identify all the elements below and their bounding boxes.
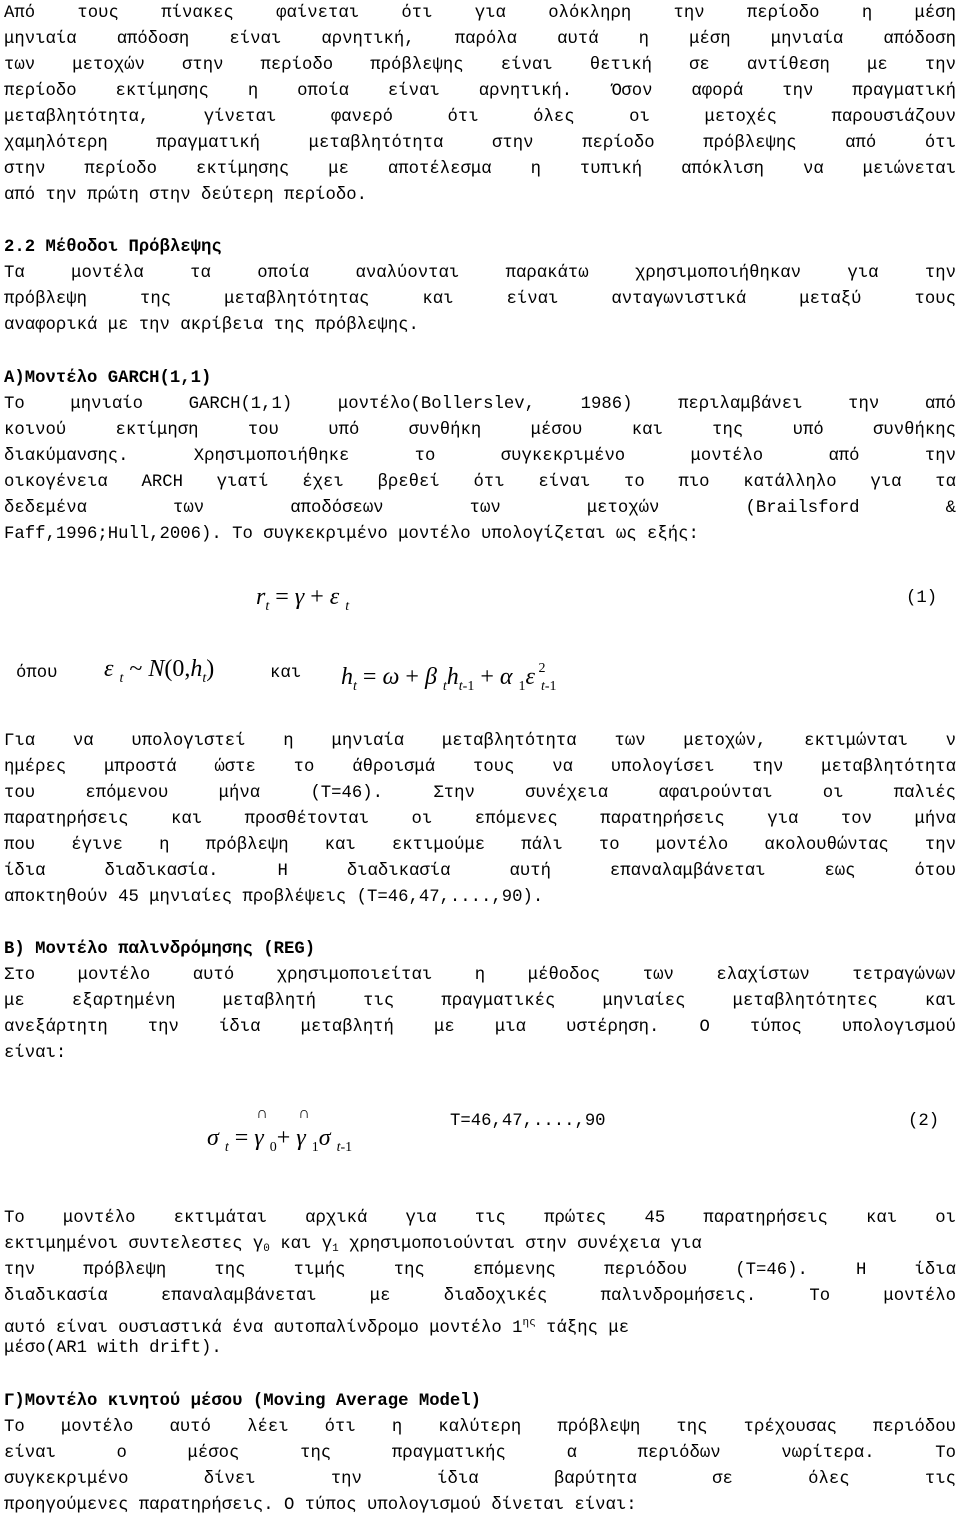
text-line: πρόβλεψη της μεταβλητότητας και είναι ανταγωνιστικά μεταξύ τους xyxy=(4,290,956,309)
model-a-heading: Α)Μοντέλο GARCH(1,1) xyxy=(4,369,212,388)
where-word: όπου xyxy=(16,664,58,683)
section-heading: 2.2 Μέθοδοι Πρόβλεψης xyxy=(4,238,222,257)
text-line: Το μοντέλο αυτό λέει ότι η καλύτερη πρόβλεψη της τρέχουσας περιόδου xyxy=(4,1418,956,1437)
text-line: Το μοντέλο εκτιμάται αρχικά για τις πρώτες 45 παρατηρήσεις και οι xyxy=(4,1209,956,1228)
text-line: κοινού εκτίμηση του υπό συνθήκη μέσου και της υπό συνθήκης xyxy=(4,421,956,440)
text-line: διαδικασία επαναλαμβάνεται με διαδοχικές παλινδρομήσεις. Το μοντέλο xyxy=(4,1287,956,1306)
text-fragment: χρησιμοποιούνται στην συνέχεια για xyxy=(338,1235,702,1254)
text-line: περίοδο εκτίμησης η οποία είναι αρνητική. Όσον αφορά την πραγματική xyxy=(4,82,956,101)
text-line: την πρόβλεψη της τιμής της επόμενης περιόδου (Τ=46). Η ίδια xyxy=(4,1261,956,1280)
text-line: προηγούμενες παρατηρήσεις. Ο τύπος υπολογισμού δίνεται είναι: xyxy=(4,1496,637,1515)
text-line: με εξαρτημένη μεταβλητή τις πραγματικές μηνιαίες μεταβλητότητες και xyxy=(4,992,956,1011)
text-line: ίδια διαδικασία. Η διαδικασία αυτή επαναλαμβάνεται εως ότου xyxy=(4,862,956,881)
text-line: ανεξάρτητη την ίδια μεταβλητή με μια υστέρηση. Ο τύπος υπολογισμού xyxy=(4,1018,956,1037)
subscript: 1 xyxy=(332,1243,339,1255)
text-line: αναφορικά με την ακρίβεια της πρόβλεψης. xyxy=(4,316,419,335)
text-line: ημέρες μπροστά ώστε το άθροισμά τους να υπολογίσει την μεταβλητότητα xyxy=(4,758,956,777)
equation-1: $r_t = \gamma + \varepsilon$ $_t$ xyxy=(256,584,350,614)
text-line: δεδεμένα των αποδόσεων των μετοχών (Brailsford & xyxy=(4,499,956,518)
text-line: παρατηρήσεις και προσθέτονται οι επόμενες παρατηρήσεις για τον μήνα xyxy=(4,810,956,829)
model-c-heading: Γ)Μοντέλο κινητού μέσου (Moving Average Model) xyxy=(4,1392,482,1411)
text-line: Τα μοντέλα τα οποία αναλύονται παρακάτω χρησιμοποιήθηκαν για την xyxy=(4,264,956,283)
equation-garch-variance: $h_t = \omega + \beta$ $_th_{t-1} + \alpha$ $_1$ε $_{t-1}^2$ xyxy=(341,661,557,694)
text-line-with-superscript xyxy=(4,1310,956,1336)
text-line: Για να υπολογιστεί η μηνιαία μεταβλητότητα των μετοχών, εκτιμώνται ν xyxy=(4,732,956,751)
text-line: μέσο(AR1 with drift). xyxy=(4,1339,222,1358)
and-word: και xyxy=(270,664,302,683)
subscript: 0 xyxy=(263,1243,270,1255)
text-line: από την πρώτη στην δεύτερη περίοδο. xyxy=(4,186,367,205)
equation-1-number: (1) xyxy=(906,589,938,608)
text-line: μηνιαία απόδοση είναι αρνητική, παρόλα αυτά η μέση μηνιαία απόδοση xyxy=(4,30,956,49)
text-line: χαμηλότερη πραγματική μεταβλητότητα στην περίοδο πρόβλεψης από ότι xyxy=(4,134,956,153)
text-line: μεταβλητότητα, γίνεται φανερό ότι όλες οι μετοχές παρουσιάζουν xyxy=(4,108,956,127)
text-fragment: τάξης με xyxy=(535,1319,630,1338)
text-line: είναι: xyxy=(4,1044,67,1063)
text-line: Το μηνιαίο GARCH(1,1) μοντέλο(Bollerslev, 1986) περιλαμβάνει την από xyxy=(4,395,956,414)
text-fragment: και γ xyxy=(269,1235,333,1254)
text-line: του επόμενου μήνα (Τ=46). Στην συνέχεια αφαιρούνται οι παλιές xyxy=(4,784,956,803)
model-b-heading: Β) Μοντέλο παλινδρόμησης (REG) xyxy=(4,940,316,959)
equation-distribution: ε $_t$ ~ $N(0,h_t)$ xyxy=(104,656,215,686)
text-line: είναι ο μέσος της πραγματικής α περιόδων νωρίτερα. Το xyxy=(4,1444,956,1463)
equation-2-number: (2) xyxy=(908,1112,940,1131)
text-line: αποκτηθούν 45 μηνιαίες προβλέψεις (Τ=46,47,....,90). xyxy=(4,888,544,907)
text-line: οικογένεια ARCH γιατί έχει βρεθεί ότι είναι το πιο κατάλληλο για τα xyxy=(4,473,956,492)
text-line: Faff,1996;Hull,2006). Το συγκεκριμένο μοντέλο υπολογίζεται ως εξής: xyxy=(4,525,699,544)
text-line: Από τους πίνακες φαίνεται ότι για ολόκληρη την περίοδο η μέση xyxy=(4,4,956,23)
text-fragment: εκτιμημένοι συντελεστες γ xyxy=(4,1235,264,1254)
equation-2-range: T=46,47,....,90 xyxy=(450,1112,606,1131)
text-fragment: αυτό είναι ουσιαστικά ένα αυτοπαλίνδρομο μοντέλο 1 xyxy=(4,1319,523,1338)
text-line: των μετοχών στην περίοδο πρόβλεψης είναι θετική σε αντίθεση με την xyxy=(4,56,956,75)
text-line: που έγινε η πρόβλεψη και εκτιμούμε πάλι το μοντέλο ακολουθώντας την xyxy=(4,836,956,855)
text-line: στην περίοδο εκτίμησης με αποτέλεσμα η τυπική απόκλιση να μειώνεται xyxy=(4,160,956,179)
superscript: ης xyxy=(522,1317,536,1329)
equation-2: σ $_t$ = ∩ γ $_0$+ ∩ γ $_1$σ $_{t-1}$ xyxy=(207,1105,353,1155)
text-line: διακύμανσης. Χρησιμοποιήθηκε το συγκεκριμένο μοντέλο από την xyxy=(4,447,956,466)
text-line: συγκεκριμένο δίνει την ίδια βαρύτητα σε όλες τις xyxy=(4,1470,956,1489)
text-line: Στο μοντέλο αυτό χρησιμοποιείται η μέθοδος των ελαχίστων τετραγώνων xyxy=(4,966,956,985)
text-line-with-subscripts xyxy=(4,1232,956,1258)
